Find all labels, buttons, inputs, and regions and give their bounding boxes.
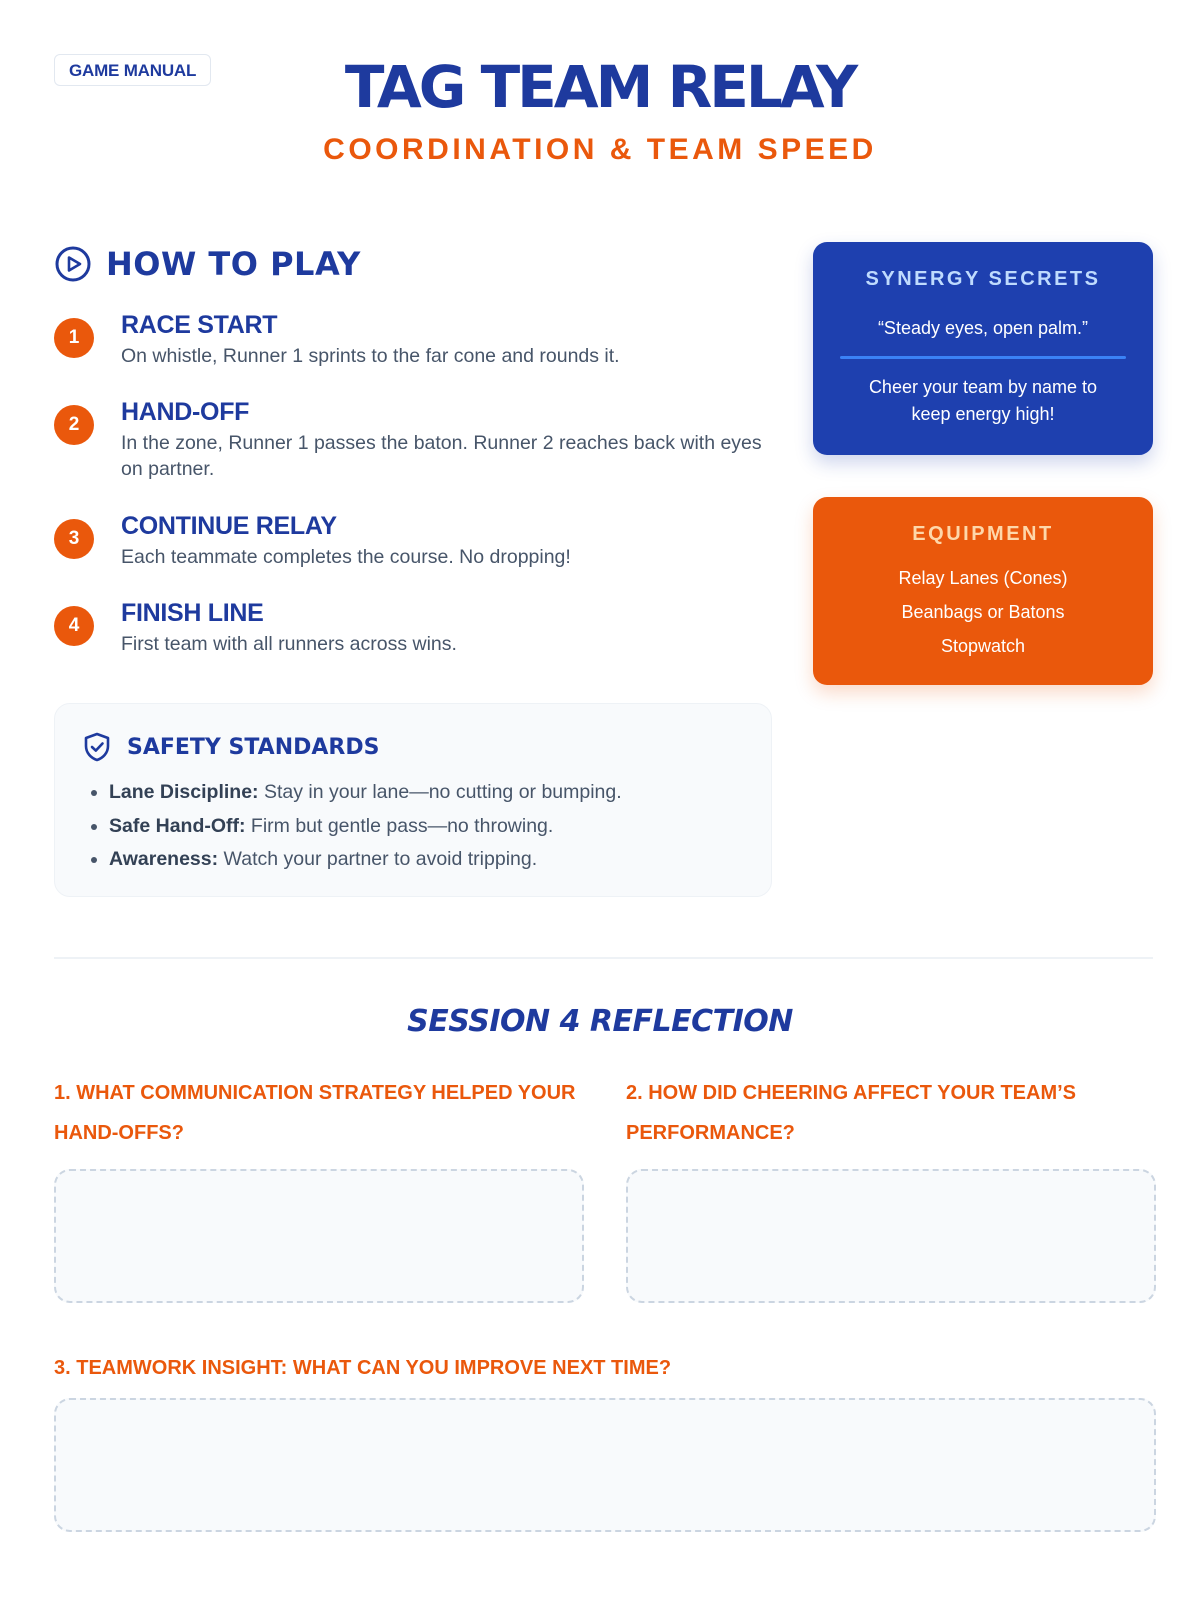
how-to-play-title: HOW TO PLAY — [106, 245, 361, 283]
reflection-title: SESSION 4 REFLECTION — [407, 1004, 793, 1039]
step-title: RACE START — [121, 311, 278, 339]
play-circle-icon — [54, 245, 92, 283]
step-number: 1 — [54, 318, 94, 358]
safety-item-label: Lane Discipline: — [109, 781, 259, 803]
synergy-divider — [840, 356, 1126, 359]
page-title: TAG TEAM RELAY — [344, 53, 856, 121]
safety-heading — [83, 732, 379, 762]
step-description: In the zone, Runner 1 passes the baton. Runner 2 reaches back with eyes on partner. — [121, 432, 762, 480]
equipment-item: Stopwatch — [940, 636, 1026, 656]
step-description: First team with all runners across wins. — [121, 633, 457, 655]
page-subtitle: COORDINATION & TEAM SPEED — [323, 133, 877, 166]
reflection-question-1: 1. WHAT COMMUNICATION STRATEGY HELPED YOUR HAND-OFFS? — [54, 1082, 576, 1144]
safety-item-text: Stay in your lane—no cutting or bumping. — [258, 781, 622, 803]
reflection-answer-box-2[interactable] — [626, 1169, 1156, 1303]
safety-item-text: Firm but gentle pass—no throwing. — [245, 814, 554, 837]
safety-item — [109, 843, 769, 877]
section-divider — [54, 957, 1153, 959]
step-title: HAND-OFF — [121, 398, 250, 426]
reflection-answer-box-3[interactable] — [54, 1398, 1156, 1532]
reflection-question-3: 3. TEAMWORK INSIGHT: WHAT CAN YOU IMPROVE NEXT TIME? — [54, 1357, 672, 1379]
equipment-title: EQUIPMENT — [912, 523, 1054, 545]
reflection-answer-box-1[interactable] — [54, 1169, 584, 1303]
safety-item-label: Safe Hand-Off: — [109, 814, 246, 837]
equipment-list — [813, 561, 1153, 663]
equipment-item: Beanbags or Batons — [901, 602, 1065, 622]
step-number: 3 — [54, 519, 94, 559]
safety-item-label: Awareness: — [109, 848, 219, 870]
equipment-item: Relay Lanes (Cones) — [898, 568, 1068, 588]
safety-item — [109, 810, 769, 844]
synergy-quote: “Steady eyes, open palm.” — [877, 318, 1089, 338]
safety-list — [85, 776, 769, 877]
step-title: CONTINUE RELAY — [121, 512, 337, 540]
how-to-play-heading — [54, 242, 361, 286]
reflection-question-2: 2. HOW DID CHEERING AFFECT YOUR TEAM’S PERFORMANCE? — [626, 1082, 1077, 1144]
game-manual-tag: GAME MANUAL — [54, 54, 211, 86]
step-description: On whistle, Runner 1 sprints to the far cone and rounds it. — [121, 345, 620, 367]
equipment-card — [813, 497, 1153, 685]
synergy-secrets-card — [813, 242, 1153, 455]
step-description: Each teammate completes the course. No dropping! — [121, 546, 571, 568]
synergy-tip: Cheer your team by name to keep energy high! — [868, 377, 1098, 424]
synergy-title: SYNERGY SECRETS — [865, 268, 1101, 290]
step-number: 2 — [54, 405, 94, 445]
step-number: 4 — [54, 606, 94, 646]
safety-item-text: Watch your partner to avoid tripping. — [218, 848, 538, 870]
safety-standards-box — [54, 703, 772, 897]
safety-title: SAFETY STANDARDS — [127, 734, 380, 760]
safety-item — [109, 776, 769, 810]
step-title: FINISH LINE — [121, 599, 264, 627]
shield-check-icon — [83, 732, 111, 762]
